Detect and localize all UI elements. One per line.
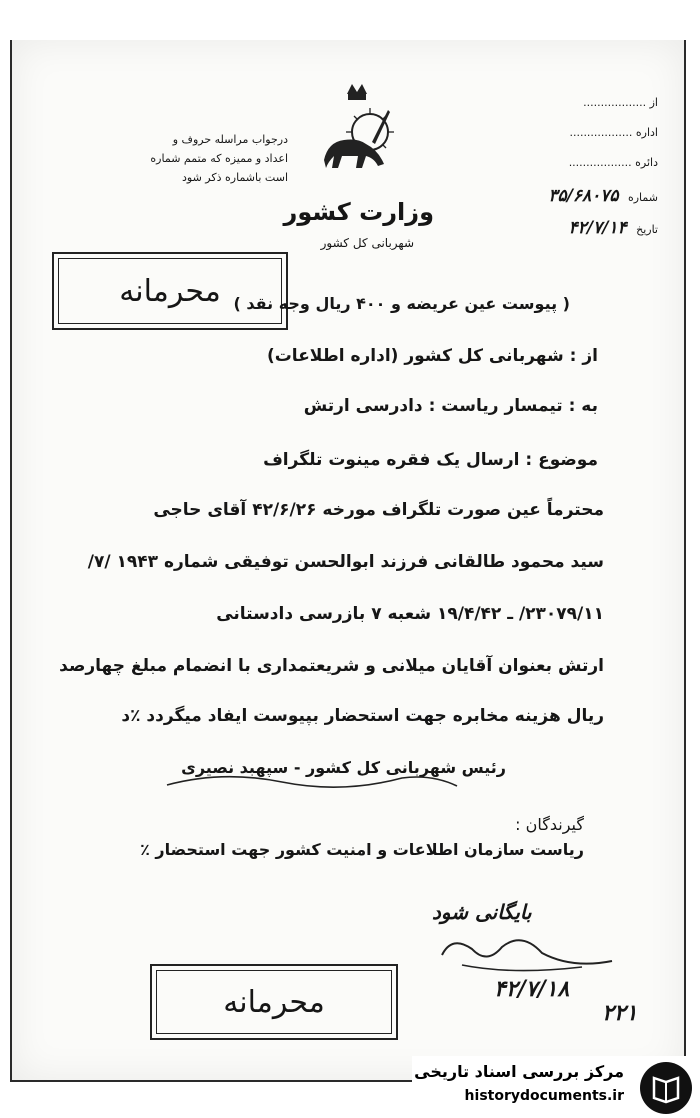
field-dots: .................. xyxy=(568,156,632,169)
to-line: به : تیمسار ریاست : دادرسی ارتش xyxy=(303,396,598,416)
footer-url: historydocuments.ir xyxy=(464,1088,624,1104)
field-number-value: ۳۵/۶۸۰۷۵ xyxy=(548,186,619,206)
header-field-section xyxy=(569,156,658,169)
footer-title: مرکز بررسی اسناد تاریخی xyxy=(414,1062,624,1081)
reference-note-line: درجواب مراسله حروف و xyxy=(172,133,288,146)
stamp-text: محرمانه xyxy=(223,984,325,1020)
field-label: دائره xyxy=(635,156,658,169)
recipient-line: ریاست سازمان اطلاعات و امنیت کشور جهت استحضار ٪ xyxy=(140,840,584,859)
field-dots: .................. xyxy=(569,126,633,139)
field-label: شماره xyxy=(627,191,658,204)
archive-note: بایگانی شود xyxy=(432,900,532,924)
ministry-title: وزارت کشور xyxy=(283,198,434,226)
book-logo-glyph xyxy=(640,1062,692,1114)
from-line: از : شهربانی کل کشور (اداره اطلاعات) xyxy=(266,346,598,366)
field-label: از xyxy=(649,96,658,109)
signature-line: رئیس شهربانی کل کشور - سپهبد نصیری xyxy=(181,758,506,777)
field-dots: .................. xyxy=(583,96,647,109)
header-field-date xyxy=(569,218,658,238)
body-line: محترماً عین صورت تلگراف مورخه ۴۲/۶/۲۶ آقای حاجی xyxy=(153,500,604,520)
signature-scribble xyxy=(162,760,462,800)
lion-and-sun-emblem-icon xyxy=(312,80,402,180)
body-line: سید محمود طالقانی فرزند ابوالحسن توفیقی شماره ۱۹۴۳ /۷/ xyxy=(87,552,604,572)
stamp-text: محرمانه xyxy=(119,273,221,309)
header-field-office xyxy=(569,126,658,139)
recipients-label: گیرندگان : xyxy=(515,815,584,834)
document-page xyxy=(10,40,686,1082)
reference-note-line: است باشماره ذکر شود xyxy=(182,171,288,184)
body-line: ارتش بعنوان آقایان میلانی و شریعتمداری با انضمام مبلغ چهارصد xyxy=(59,656,604,676)
handwritten-date: ۴۲/۷/۱۸ xyxy=(494,976,570,1002)
body-line: ۲۳۰۷۹/۱۱/ ـ ۱۹/۴/۴۲ شعبه ۷ بازرسی دادستانی xyxy=(216,604,604,624)
body-line: ریال هزینه مخابره جهت استحضار بپیوست ایفاد میگردد ٪د xyxy=(121,706,604,726)
reference-note xyxy=(150,130,288,187)
department-title: شهربانی کل کشور xyxy=(320,236,414,250)
attachment-note: ( پیوست عین عریضه و ۴۰۰ ریال وجه نقد ) xyxy=(233,294,570,313)
page-number: ۲۲۱ xyxy=(602,1000,638,1026)
header-field-number xyxy=(548,186,658,206)
footer-watermark xyxy=(412,1056,700,1118)
book-logo-icon xyxy=(640,1062,692,1114)
confidential-stamp-bottom xyxy=(150,964,398,1040)
field-label: اداره xyxy=(635,126,658,139)
field-label: تاریخ xyxy=(636,223,658,236)
confidential-stamp-top xyxy=(52,252,288,330)
header-field-from xyxy=(583,96,658,109)
subject-line: موضوع : ارسال یک فقره مینوت تلگراف xyxy=(263,450,598,470)
reference-note-line: اعداد و ممیزه که متمم شماره xyxy=(150,152,288,165)
field-date-value: ۴۲/۷/۱۴ xyxy=(568,218,627,238)
